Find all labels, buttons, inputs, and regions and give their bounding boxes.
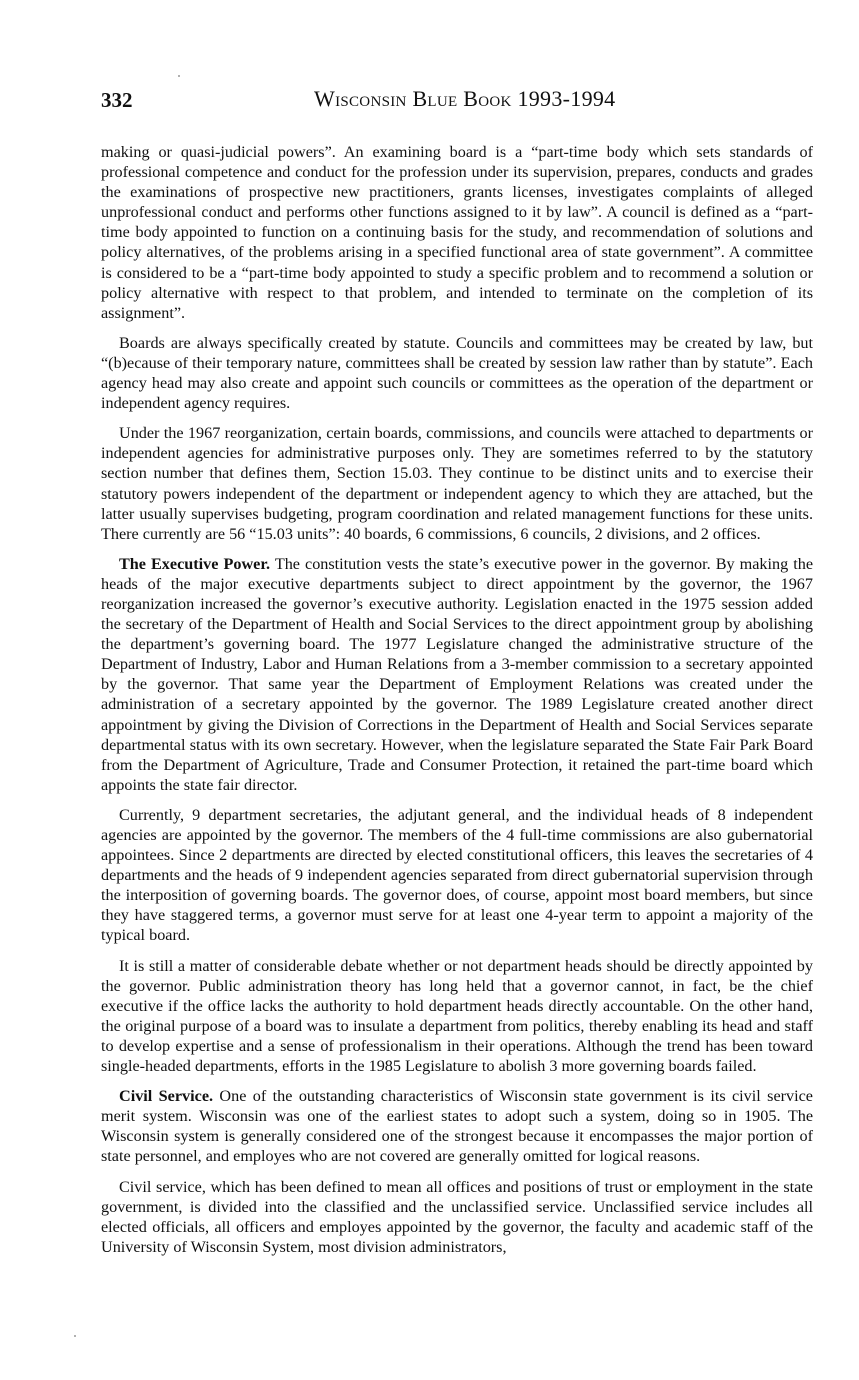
running-header — [101, 86, 813, 116]
paragraph-5 — [101, 805, 813, 946]
paragraph-text: One of the outstanding characteristics of Wisconsin state government is its civil service merit system. Wisconsin was one of the earliest states to adopt such a system, doing so in 1905. The Wisconsin system is generally considered one of the strongest because it encompasses the major portion of state personnel, and employes who are not covered are generally omitted for logical reasons. — [101, 1087, 813, 1166]
paragraph-text: Currently, 9 department secretaries, the adjutant general, and the individual heads of 8 independent agencies are appointed by the governor. The members of the 4 full-time commissions are also gubernatorial appointees. Since 2 departments are directed by elected constitutional officers, this leaves the secretaries of 4 departments and the heads of 9 independent agencies separated from direct gubernatorial supervision through the interposition of governing boards. The governor does, of course, appoint most board members, but since they have staggered terms, a governor must serve for at least one 4-year term to appoint a majority of the typical board. — [101, 805, 813, 945]
paragraph-text: Boards are always specifically created by statute. Councils and committees may be created by law, but “(b)ecause of their temporary nature, committees shall be created by session law rather than by statute”. Each agency head may also create and appoint such councils or committees as the operation of the department or independent agency requires. — [101, 333, 813, 413]
scan-speck — [178, 75, 180, 77]
paragraph-text: The constitution vests the state’s executive power in the governor. By making the heads of the major executive departments subject to direct appointment by the governor, the 1967 reorganization increased the governor’s executive authority. Legislation enacted in the 1975 session added the secretary of the Department of Health and Social Services to the direct appointment group by abolishing the department’s governing board. The 1977 Legislature changed the administrative structure of the Department of Industry, Labor and Human Relations from a 3-member commission to a secretary appointed by the governor. That same year the Department of Employment Relations was created under the administration of a secretary appointed by the governor. The 1989 Legislature created another direct appointment by giving the Division of Corrections in the Department of Health and Social Services separate departmental status with its own secretary. However, when the legislature separated the State Fair Park Board from the Department of Agriculture, Trade and Consumer Protection, it retained the part-time board which appoints the state fair director. — [101, 554, 813, 794]
paragraph-6 — [101, 956, 813, 1077]
paragraph-executive-power — [101, 554, 813, 795]
body-text — [101, 142, 813, 1257]
section-heading-executive-power: The Executive Power. — [119, 554, 271, 573]
paragraph-text: Under the 1967 reorganization, certain boards, commissions, and councils were attached to departments or independent agencies for administrative purposes only. They are sometimes referred to by the statutory section number that defines them, Section 15.03. They continue to be distinct units and to exercise their statutory powers independent of the department or independent agency to which they are attached, but the latter usually supervises budgeting, program coordination and related management functions for these units. There currently are 56 “15.03 units”: 40 boards, 6 commissions, 6 councils, 2 divisions, and 2 offices. — [101, 424, 813, 543]
paragraph-civil-service — [101, 1086, 813, 1166]
document-page — [101, 86, 813, 1267]
paragraph-1 — [101, 142, 813, 323]
paragraph-text: making or quasi-judicial powers”. An examining board is a “part-time body which sets standards of professional competence and conduct for the profession under its supervision, prepares, conducts and grades the examinations of prospective new practitioners, grants licenses, investigates complaints of alleged unprofessional conduct and performs other functions assigned to it by law”. A council is defined as a “part-time body appointed to function on a continuing basis for the study, and recommendation of solutions and policy alternatives, of the problems arising in a specified functional area of state government”. A committee is considered to be a “part-time body appointed to study a specific problem and to recommend a solution or policy alternative with respect to that problem, and intended to terminate on the completion of its assignment”. — [101, 143, 813, 322]
page-number: 332 — [101, 88, 133, 112]
section-heading-civil-service: Civil Service. — [119, 1087, 214, 1106]
paragraph-2 — [101, 333, 813, 413]
paragraph-8 — [101, 1177, 813, 1257]
scan-speck — [74, 1335, 76, 1337]
paragraph-text: Civil service, which has been defined to mean all offices and positions of trust or employment in the state government, is divided into the classified and the unclassified service. Unclassified service includes all elected officials, all officers and employes appointed by the governor, the faculty and academic staff of the University of Wisconsin System, most division administrators, — [101, 1177, 813, 1256]
running-title: Wisconsin Blue Book 1993-1994 — [314, 86, 616, 111]
paragraph-3 — [101, 423, 813, 544]
paragraph-text: It is still a matter of considerable debate whether or not department heads should be directly appointed by the governor. Public administration theory has long held that a governor cannot, in fact, be the chief executive if the office lacks the authority to hold department heads directly accountable. On the other hand, the original purpose of a board was to insulate a department from politics, thereby enabling its head and staff to develop expertise and a sense of professionalism in their operations. Although the trend has been toward single-headed departments, efforts in the 1985 Legislature to abolish 3 more governing boards failed. — [101, 956, 813, 1076]
